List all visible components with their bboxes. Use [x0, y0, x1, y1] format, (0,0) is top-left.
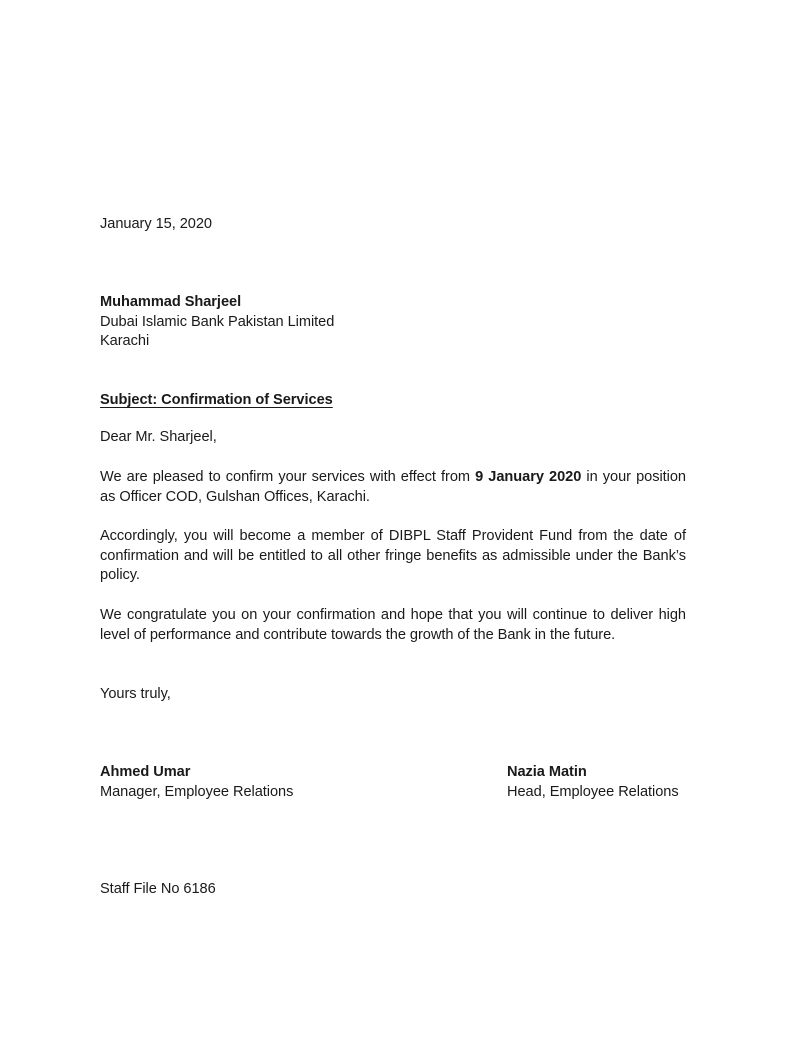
paragraph-confirmation [100, 468, 686, 507]
paragraph-1-part-2: in your position as Officer COD, Gulshan Offices, Karachi. [100, 469, 686, 505]
paragraph-1-part-1: We are pleased to confirm your services with effect from [100, 469, 476, 485]
recipient-block [100, 293, 334, 352]
subject-text: Subject: Confirmation of Services [100, 392, 333, 408]
letter-salutation: Dear Mr. Sharjeel, [100, 429, 217, 445]
recipient-organization: Dubai Islamic Bank Pakistan Limited [100, 313, 335, 330]
signatory-right-name: Nazia Matin [507, 764, 587, 780]
recipient-name: Muhammad Sharjeel [100, 294, 242, 310]
staff-file-reference: Staff File No 6186 [100, 881, 216, 897]
signatory-left-title: Manager, Employee Relations [100, 783, 294, 800]
effective-date-emphasis: 9 January 2020 [475, 469, 582, 485]
signatory-right [507, 763, 679, 802]
signatory-left [100, 763, 293, 802]
recipient-city: Karachi [100, 333, 150, 350]
signatory-right-title: Head, Employee Relations [507, 783, 679, 800]
letter-closing: Yours truly, [100, 686, 171, 702]
letter-date: January 15, 2020 [100, 216, 212, 232]
paragraph-congratulation: We congratulate you on your confirmation and hope that you will continue to deliver high level of performance and contribute towards the growth of the Bank in the future. [100, 607, 686, 643]
letter-subject [100, 391, 333, 411]
signatory-left-name: Ahmed Umar [100, 764, 191, 780]
paragraph-provident-fund: Accordingly, you will become a member of DIBPL Staff Provident Fund from the date of confirmation and will be entitled to all other fringe benefits as admissible under the Bank’s policy. [100, 528, 686, 584]
